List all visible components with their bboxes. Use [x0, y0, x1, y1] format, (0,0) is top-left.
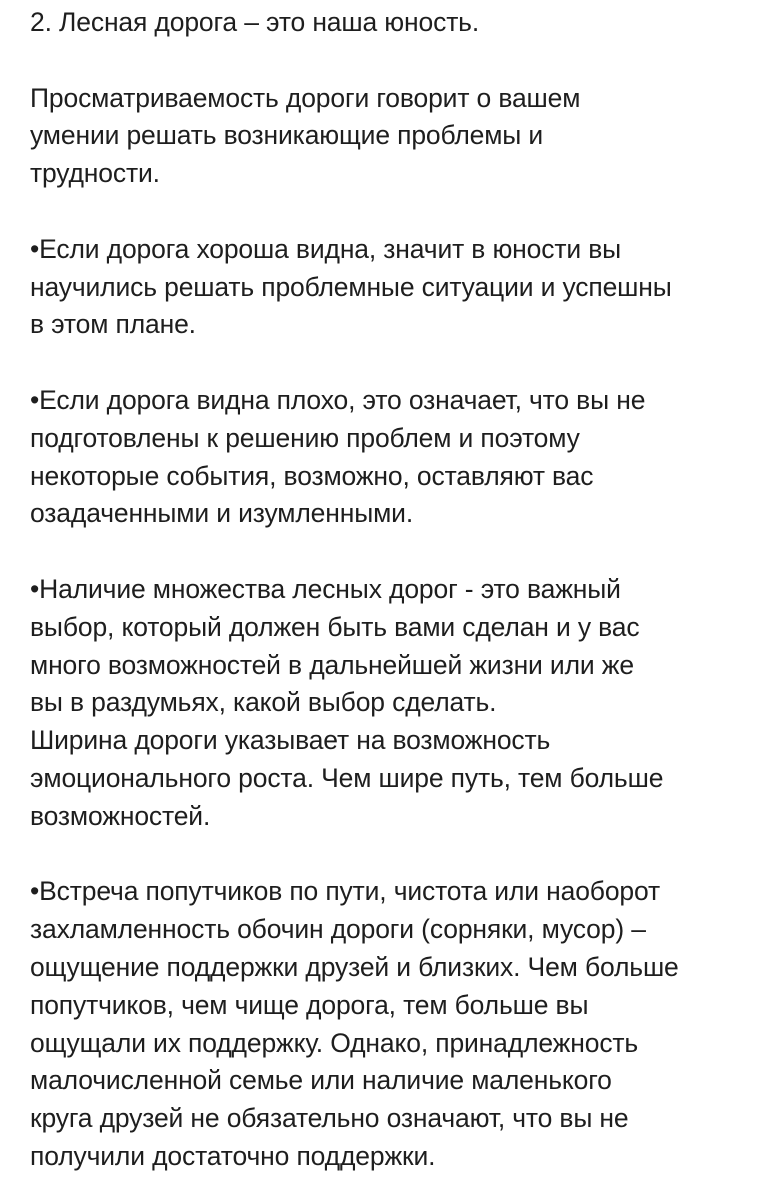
paragraph-road-visible — [30, 231, 740, 344]
paragraph-spacer — [30, 344, 740, 382]
text-line: эмоционального роста. Чем шире путь, тем больше — [30, 762, 664, 793]
paragraph-spacer — [30, 42, 740, 80]
text-line: •Наличие множества лесных дорог - это важный — [30, 573, 621, 604]
paragraph-spacer — [30, 533, 740, 571]
paragraph-spacer — [30, 193, 740, 231]
text-line: выбор, который должен быть вами сделан и у вас — [30, 611, 640, 642]
text-line: круга друзей не обязательно означают, что вы не — [30, 1103, 629, 1134]
text-line: возможностей. — [30, 800, 211, 831]
text-line: ощущали их поддержку. Однако, принадлежность — [30, 1027, 639, 1058]
text-line: •Если дорога хороша видна, значит в юности вы — [30, 233, 622, 264]
text-line: Ширина дороги указывает на возможность — [30, 725, 551, 756]
paragraph-many-roads — [30, 571, 740, 836]
text-line: много возможностей в дальнейшей жизни или же — [30, 649, 634, 680]
paragraph-visibility — [30, 80, 740, 193]
text-line: ощущение поддержки друзей и близких. Чем больше — [30, 951, 679, 982]
text-line: малочисленной семье или наличие маленького — [30, 1065, 612, 1096]
paragraph-spacer — [30, 836, 740, 874]
text-line: трудности. — [30, 158, 160, 189]
text-line: озадаченными и изумленными. — [30, 498, 414, 529]
text-line: умении решать возникающие проблемы и — [30, 120, 544, 151]
text-line: некоторые события, возможно, оставляют вас — [30, 460, 594, 491]
text-line: •Если дорога видна плохо, это означает, что вы не — [30, 384, 646, 415]
section-heading: 2. Лесная дорога – это наша юность. — [30, 7, 480, 37]
text-line: подготовлены к решению проблем и поэтому — [30, 422, 580, 453]
text-line: попутчиков, чем чище дорога, тем больше вы — [30, 989, 589, 1020]
paragraph-road-poorly-visible — [30, 382, 740, 533]
paragraph-companions — [30, 873, 740, 1175]
text-line: захламленность обочин дороги (сорняки, мусор) – — [30, 914, 646, 945]
text-line: •Встреча попутчиков по пути, чистота или наоборот — [30, 876, 660, 907]
text-line: в этом плане. — [30, 309, 196, 340]
text-line: Просматриваемость дороги говорит о вашем — [30, 82, 581, 113]
text-line: вы в раздумьях, какой выбор сделать. — [30, 687, 497, 718]
text-line: получили достаточно поддержки. — [30, 1140, 436, 1171]
text-line: научились решать проблемные ситуации и успешны — [30, 271, 672, 302]
